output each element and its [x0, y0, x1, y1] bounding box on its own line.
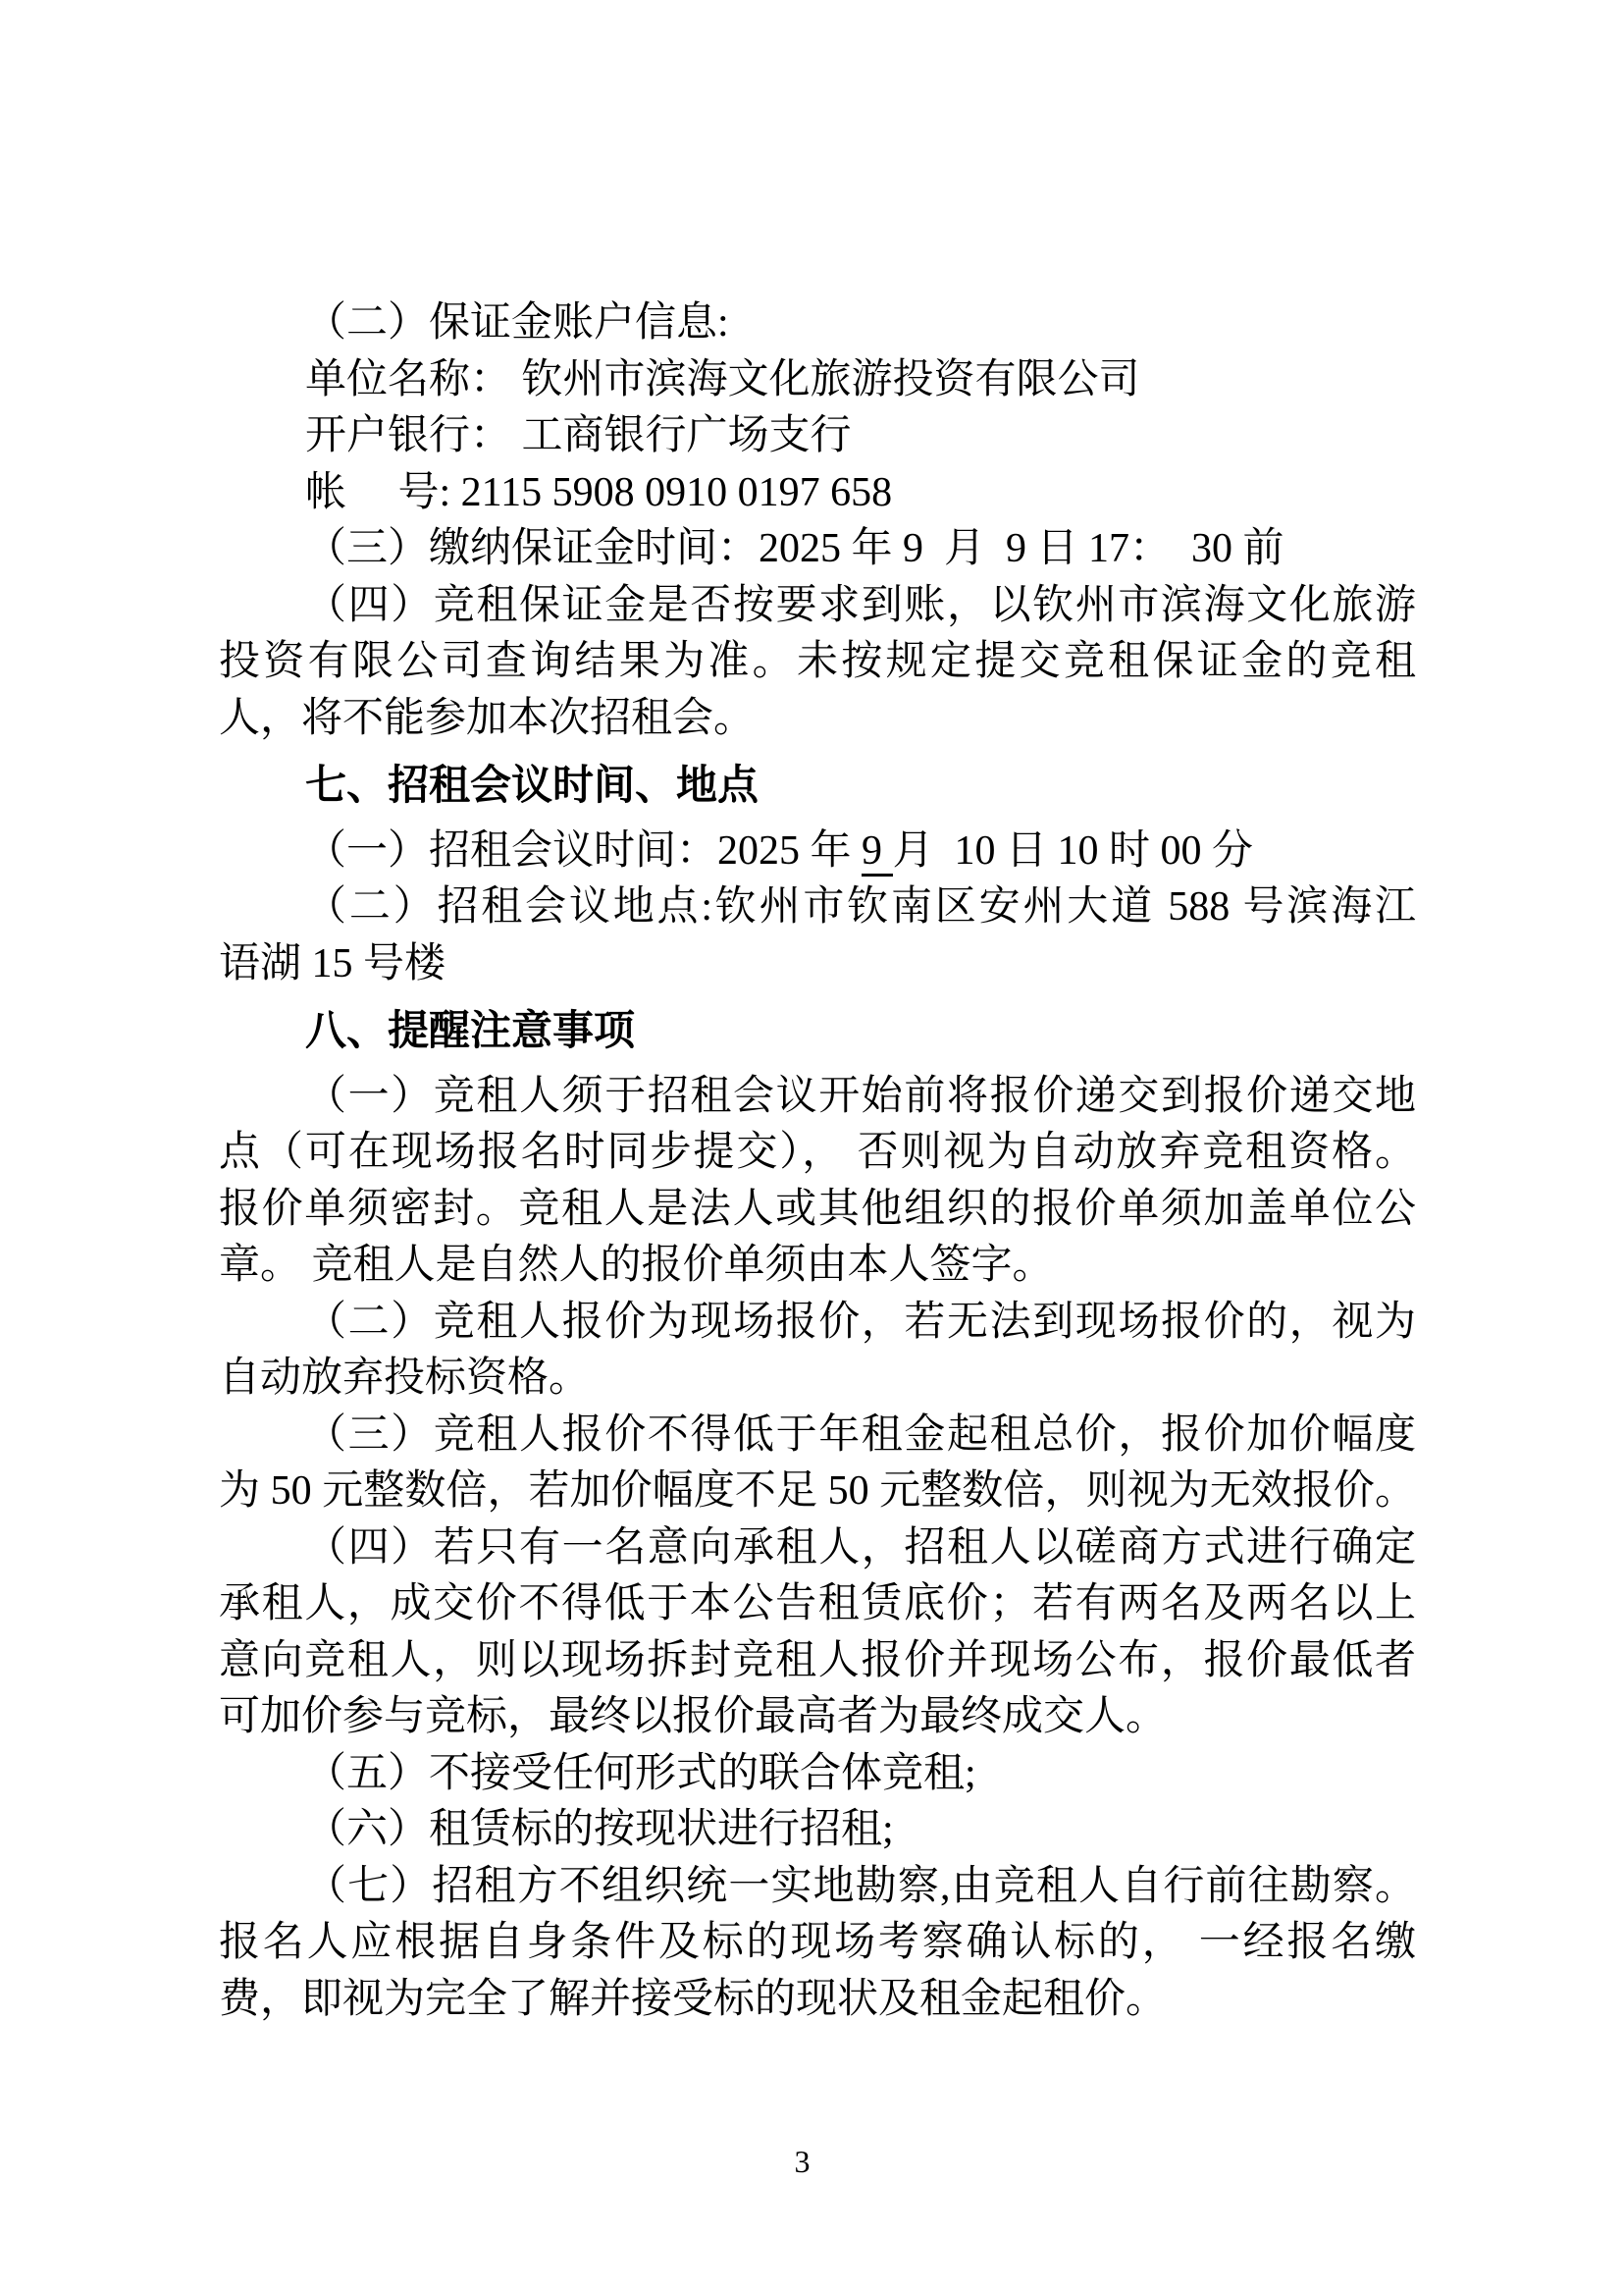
text-line: 意向竞租人，则以现场拆封竞租人报价并现场公布，报价最低者	[219, 1637, 1416, 1683]
text-line: （二）招租会议地点:钦州市钦南区安州大道 588 号滨海江	[305, 884, 1416, 930]
text-line: （五）不接受任何形式的联合体竞租;	[305, 1750, 976, 1796]
text-line: 费，即视为完全了解并接受标的现状及租金起租价。	[219, 1976, 1168, 2022]
text-line: （三）缴纳保证金时间：2025 年 9 月 9 日 17： 30 前	[305, 526, 1284, 571]
text-line: （三）竞租人报价不得低于年租金起租总价，报价加价幅度	[305, 1411, 1416, 1458]
text-segment: （一）招租会议时间：2025 年	[305, 827, 863, 874]
text-line: （二）保证金账户信息:	[305, 300, 729, 346]
text-line: （四）竞租保证金是否按要求到账，以钦州市滨海文化旅游	[305, 582, 1416, 628]
text-line: 可加价参与竞标，最终以报价最高者为最终成交人。	[219, 1694, 1168, 1739]
text-line: （六）租赁标的按现状进行招租;	[305, 1807, 894, 1852]
text-line: （四）若只有一名意向承租人，招租人以磋商方式进行确定	[305, 1524, 1416, 1570]
text-line: 帐 号: 2115 5908 0910 0197 658	[305, 469, 893, 515]
text-line: 单位名称： 钦州市滨海文化旅游投资有限公司	[305, 356, 1140, 402]
section-heading: 七、招租会议时间、地点	[305, 764, 760, 809]
text-line: 章。 竞租人是自然人的报价单须由本人签字。	[219, 1243, 1054, 1288]
text-line	[219, 824, 1416, 880]
text-line: 报名人应根据自身条件及标的现场考察确认标的， 一经报名缴	[219, 1920, 1416, 1965]
section-heading: 八、提醒注意事项	[305, 1009, 636, 1054]
text-line: 人，将不能参加本次招租会。	[219, 695, 756, 741]
text-line: 为 50 元整数倍，若加价幅度不足 50 元整数倍，则视为无效报价。	[219, 1468, 1416, 1514]
text-line: 点（可在现场报名时同步提交）， 否则视为自动放弃竞租资格。	[219, 1130, 1416, 1175]
text-line: （七）招租方不组织统一实地勘察,由竞租人自行前往勘察。	[305, 1863, 1416, 1909]
text-segment: 月 10 日 10 时 00 分	[892, 827, 1254, 874]
document-body	[219, 295, 1416, 2028]
underlined-month-value: 9	[862, 828, 893, 877]
text-line: 投资有限公司查询结果为准。未按规定提交竞租保证金的竞租	[219, 639, 1416, 684]
text-line: （一）竞租人须于招租会议开始前将报价递交到报价递交地	[305, 1073, 1416, 1119]
text-line: 语湖 15 号楼	[219, 940, 446, 986]
text-line: 报价单须密封。竞租人是法人或其他组织的报价单须加盖单位公	[219, 1186, 1416, 1232]
page-number: 3	[794, 2144, 811, 2179]
text-line: 承租人，成交价不得低于本公告租赁底价；若有两名及两名以上	[219, 1581, 1416, 1626]
text-line: 自动放弃投标资格。	[219, 1356, 591, 1401]
text-line: （二）竞租人报价为现场报价，若无法到现场报价的，视为	[305, 1299, 1416, 1345]
text-line: 开户银行： 工商银行广场支行	[305, 413, 852, 458]
